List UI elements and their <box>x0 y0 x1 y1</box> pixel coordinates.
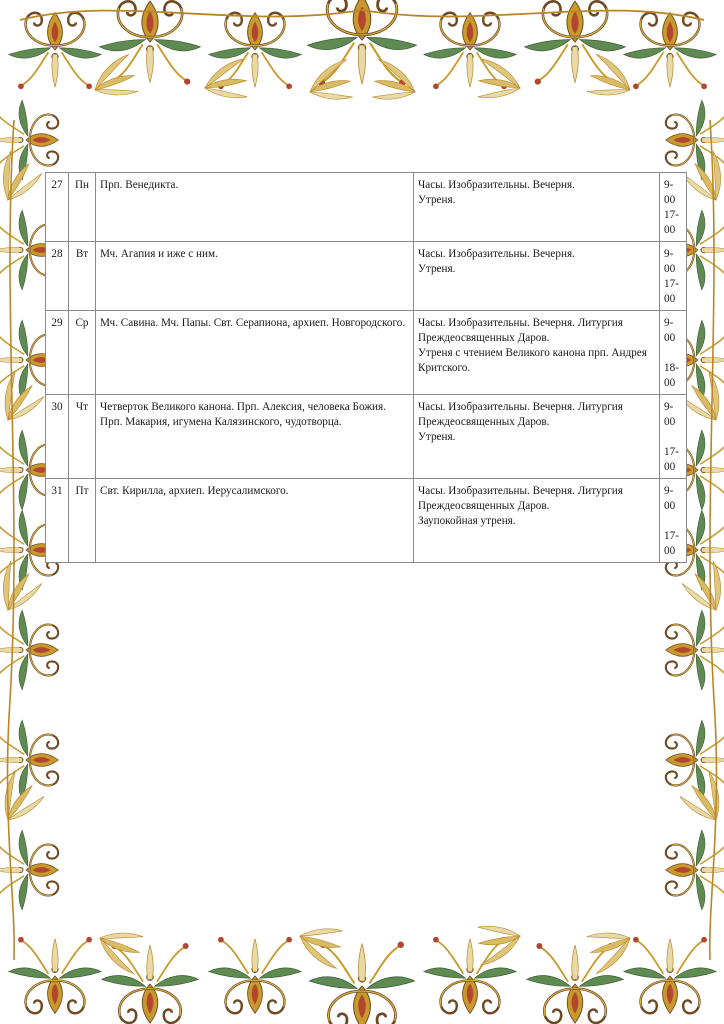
time-line: 9-00 <box>664 248 676 275</box>
services <box>414 311 660 395</box>
services <box>414 242 660 311</box>
schedule-body <box>46 173 687 563</box>
service-times <box>660 242 687 311</box>
table-row <box>46 242 687 311</box>
time-line: 17-00 <box>664 530 679 557</box>
services <box>414 173 660 242</box>
service-line: Заупокойная утреня. <box>418 515 516 527</box>
time-line: 17-00 <box>664 278 679 305</box>
day-number: 29 <box>46 311 69 395</box>
service-line: Часы. Изобразительны. Вечерня. <box>418 248 575 260</box>
time-line <box>664 430 682 445</box>
time-line <box>664 346 682 361</box>
time-line: 17-00 <box>664 446 679 473</box>
service-times <box>660 479 687 563</box>
day-number: 27 <box>46 173 69 242</box>
day-number: 28 <box>46 242 69 311</box>
day-number: 30 <box>46 395 69 479</box>
time-line: 9-00 <box>664 317 676 344</box>
services <box>414 479 660 563</box>
commemoration: Мч. Агапия и иже с ним. <box>96 242 414 311</box>
service-line: Утреня. <box>418 194 456 206</box>
service-line: Часы. Изобразительны. Вечерня. Литургия Преждеосвященных Даров. <box>418 485 623 512</box>
time-line: 9-00 <box>664 179 676 206</box>
service-line: Утреня с чтением Великого канона прп. Андрея Критского. <box>418 347 647 374</box>
weekday: Пт <box>69 479 96 563</box>
commemoration: Четверток Великого канона. Прп. Алексия, человека Божия. Прп. Макария, игумена Калязинского, чудотворца. <box>96 395 414 479</box>
weekday: Чт <box>69 395 96 479</box>
time-line: 9-00 <box>664 401 676 428</box>
service-line: Утреня. <box>418 263 456 275</box>
time-line: 17-00 <box>664 209 679 236</box>
service-line: Часы. Изобразительны. Вечерня. <box>418 179 575 191</box>
service-line: Утреня. <box>418 431 456 443</box>
time-line: 18-00 <box>664 362 679 389</box>
table-row <box>46 479 687 563</box>
service-times <box>660 173 687 242</box>
weekday: Вт <box>69 242 96 311</box>
service-times <box>660 311 687 395</box>
service-times <box>660 395 687 479</box>
commemoration: Прп. Венедикта. <box>96 173 414 242</box>
table-row <box>46 173 687 242</box>
table-row <box>46 311 687 395</box>
service-line: Часы. Изобразительны. Вечерня. Литургия Преждеосвященных Даров. <box>418 317 623 344</box>
time-line: 9-00 <box>664 485 676 512</box>
services <box>414 395 660 479</box>
weekday: Пн <box>69 173 96 242</box>
service-line: Часы. Изобразительны. Вечерня. Литургия Преждеосвященных Даров. <box>418 401 623 428</box>
day-number: 31 <box>46 479 69 563</box>
commemoration: Свт. Кирилла, архиеп. Иерусалимского. <box>96 479 414 563</box>
weekday: Ср <box>69 311 96 395</box>
table-row <box>46 395 687 479</box>
schedule-table <box>45 172 687 563</box>
time-line <box>664 514 682 529</box>
commemoration: Мч. Савина. Мч. Папы. Свт. Серапиона, архиеп. Новгородского. <box>96 311 414 395</box>
